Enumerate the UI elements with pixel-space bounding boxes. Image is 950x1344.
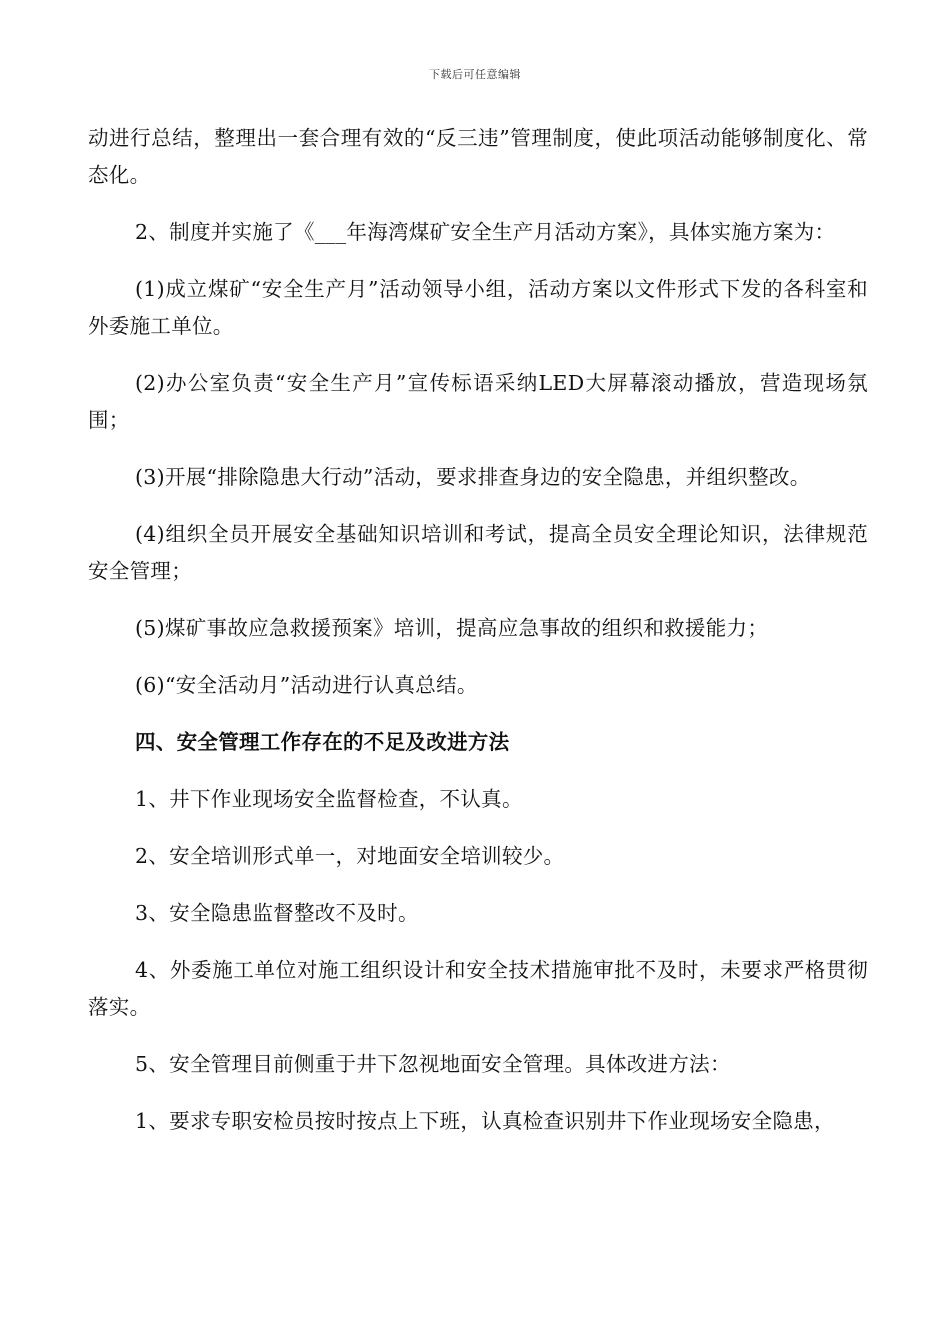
paragraph-improvement-1: 1、要求专职安检员按时按点上下班，认真检查识别井下作业现场安全隐患， [135,1109,835,1133]
paragraph-deficiency-2: 2、安全培训形式单一，对地面安全培训较少。 [135,844,565,868]
page-header: 下载后可任意编辑 [429,68,521,81]
paragraph-deficiency-3: 3、安全隐患监督整改不及时。 [135,901,419,925]
paragraph-plan-item-4: (4)组织全员开展安全基础知识培训和考试，提高全员安全理论知识，法律规范安全管理； [88,522,868,583]
paragraph-summary-continued: 动进行总结，整理出一套合理有效的“反三违”管理制度，使此项活动能够制度化、常态化。 [88,126,868,187]
paragraph-deficiency-4: 4、外委施工单位对施工组织设计和安全技术措施审批不及时，未要求严格贯彻落实。 [88,958,868,1019]
paragraph-plan-item-6: (6)“安全活动月”活动进行认真总结。 [135,673,478,697]
paragraph-plan-item-5: (5)煤矿事故应急救援预案》培训，提高应急事故的组织和救援能力； [135,616,769,640]
paragraph-plan-intro: 2、制度并实施了《___年海湾煤矿安全生产月活动方案》，具体实施方案为： [135,220,836,244]
paragraph-plan-item-2: (2)办公室负责“安全生产月”宣传标语采纳LED大屏幕滚动播放，营造现场氛围； [88,371,868,432]
section-heading-4: 四、安全管理工作存在的不足及改进方法 [135,730,510,754]
document-body [88,120,868,1160]
paragraph-deficiency-5: 5、安全管理目前侧重于井下忽视地面安全管理。具体改进方法： [135,1052,731,1076]
paragraph-deficiency-1: 1、井下作业现场安全监督检查，不认真。 [135,787,523,811]
paragraph-plan-item-3: (3)开展“排除隐患大行动”活动，要求排查身边的安全隐患，并组织整改。 [135,465,811,489]
paragraph-plan-item-1: (1)成立煤矿“安全生产月”活动领导小组，活动方案以文件形式下发的各科室和外委施工单位。 [88,277,868,338]
